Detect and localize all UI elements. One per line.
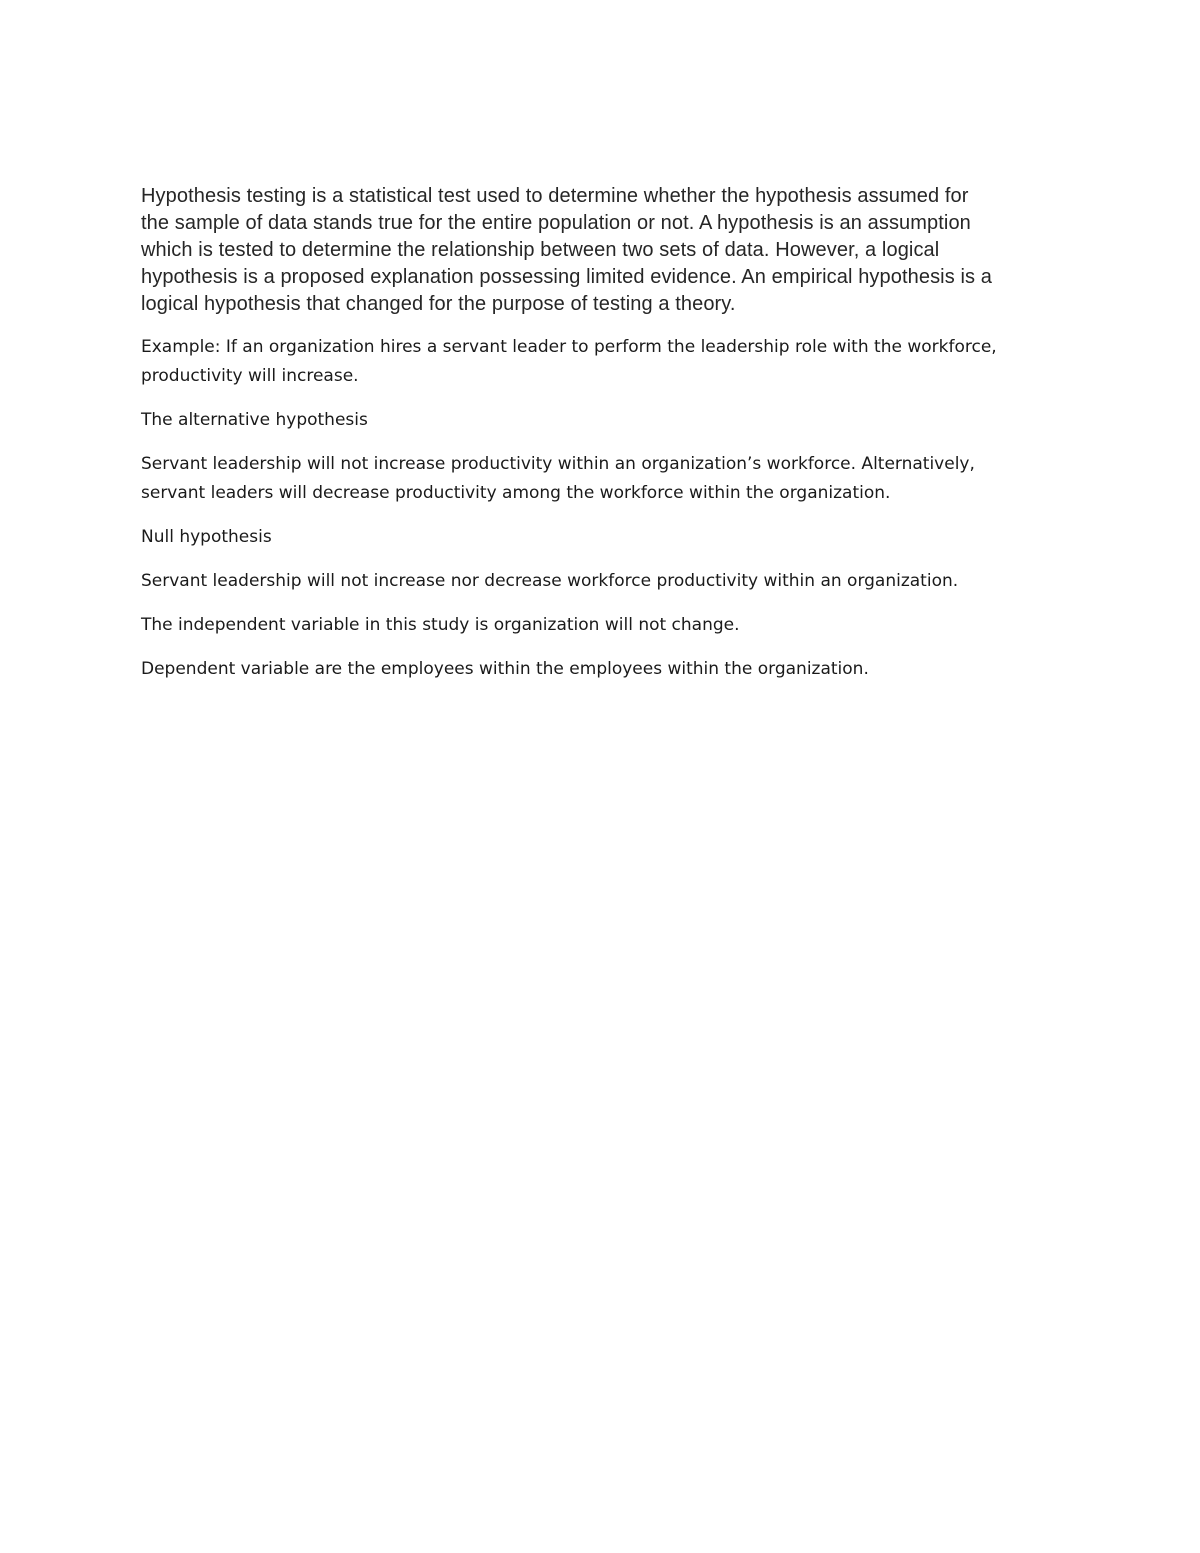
intro-line: logical hypothesis that changed for the purpose of testing a theory.: [141, 293, 736, 315]
intro-paragraph: [141, 183, 1071, 318]
null-hypothesis-heading: Null hypothesis: [141, 527, 272, 547]
alternative-hypothesis-heading: The alternative hypothesis: [141, 410, 368, 430]
document-body: [141, 183, 1071, 699]
alternative-line: Servant leadership will not increase productivity within an organization’s workforce. Alternatively,: [141, 454, 975, 474]
intro-line: Hypothesis testing is a statistical test used to determine whether the hypothesis assumed for: [141, 185, 969, 207]
example-line: Example: If an organization hires a servant leader to perform the leadership role with the workforce,: [141, 337, 997, 357]
null-hypothesis-paragraph: Servant leadership will not increase nor decrease workforce productivity within an organization.: [141, 571, 959, 591]
intro-line: the sample of data stands true for the entire population or not. A hypothesis is an assumption: [141, 212, 971, 234]
example-line: productivity will increase.: [141, 366, 359, 386]
dependent-variable-paragraph: Dependent variable are the employees within the employees within the organization.: [141, 659, 869, 679]
intro-line: which is tested to determine the relationship between two sets of data. However, a logical: [141, 239, 940, 261]
alternative-line: servant leaders will decrease productivity among the workforce within the organization.: [141, 483, 891, 503]
alternative-hypothesis-paragraph: [141, 450, 1071, 508]
intro-line: hypothesis is a proposed explanation possessing limited evidence. An empirical hypothesis is a: [141, 266, 992, 288]
independent-variable-paragraph: The independent variable in this study is organization will not change.: [141, 615, 740, 635]
example-paragraph: [141, 333, 1071, 391]
